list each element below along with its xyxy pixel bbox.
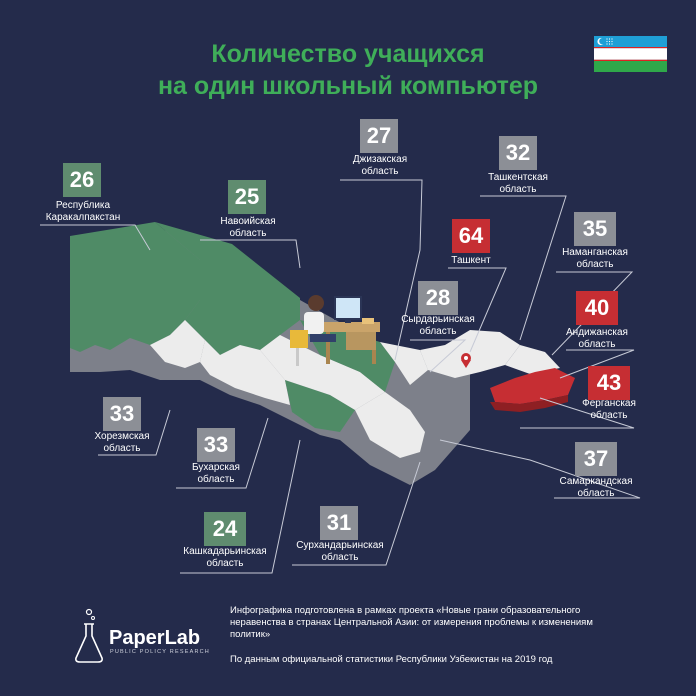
label-tashkent-region: Ташкентская область — [488, 172, 548, 195]
label-syrdarya: Сырдарьинская область — [401, 314, 475, 337]
label-fergana: Ферганская область — [582, 398, 636, 421]
label-samarkand: Самаркандская область — [559, 476, 633, 499]
value-badge-surkhandarya: 31 — [320, 506, 358, 540]
label-namangan: Наманганская область — [562, 247, 628, 270]
value-badge-karakalpakstan: 26 — [63, 163, 101, 197]
label-bukhara: Бухарская область — [192, 462, 240, 485]
label-andijan: Андижанская область — [566, 327, 628, 350]
footer-note: Инфографика подготовлена в рамках проекта «Новые грани образовательного неравенства в странах Центральной Азии: от измерения проблемы к изменениям политик» — [230, 605, 593, 640]
value-badge-bukhara: 33 — [197, 428, 235, 462]
value-badge-andijan: 40 — [576, 291, 618, 325]
footer-source: По данным официальной статистики Республики Узбекистан на 2019 год — [230, 654, 553, 665]
label-tashkent-city: Ташкент — [451, 255, 491, 266]
title-line-1: Количество учащихся — [211, 40, 485, 68]
label-jizzakh: Джизакская область — [352, 154, 408, 177]
paperlab-flask-icon — [72, 608, 106, 664]
value-badge-samarkand: 37 — [575, 442, 617, 476]
value-badge-kashkadarya: 24 — [204, 512, 246, 546]
logo-name: PaperLab — [109, 627, 201, 649]
value-badge-navoi: 25 — [228, 180, 266, 214]
label-surkhandarya: Сурхандарьинская область — [296, 540, 384, 563]
label-kashkadarya: Кашкадарьинская область — [183, 546, 267, 569]
value-badge-fergana: 43 — [588, 366, 630, 400]
value-badge-namangan: 35 — [574, 212, 616, 246]
value-badge-tashkent-city: 64 — [452, 219, 490, 253]
title-line-2: на один школьный компьютер — [157, 72, 539, 100]
label-karakalpakstan: Республика Каракалпакстан — [45, 200, 121, 223]
label-khorezm: Хорезмская область — [94, 431, 150, 454]
logo-tagline: PUBLIC POLICY RESEARCH — [110, 649, 210, 655]
label-navoi: Навоийская область — [220, 216, 276, 239]
value-badge-jizzakh: 27 — [360, 119, 398, 153]
value-badge-syrdarya: 28 — [418, 281, 458, 315]
value-badge-khorezm: 33 — [103, 397, 141, 431]
value-badge-tashkent-region: 32 — [499, 136, 537, 170]
